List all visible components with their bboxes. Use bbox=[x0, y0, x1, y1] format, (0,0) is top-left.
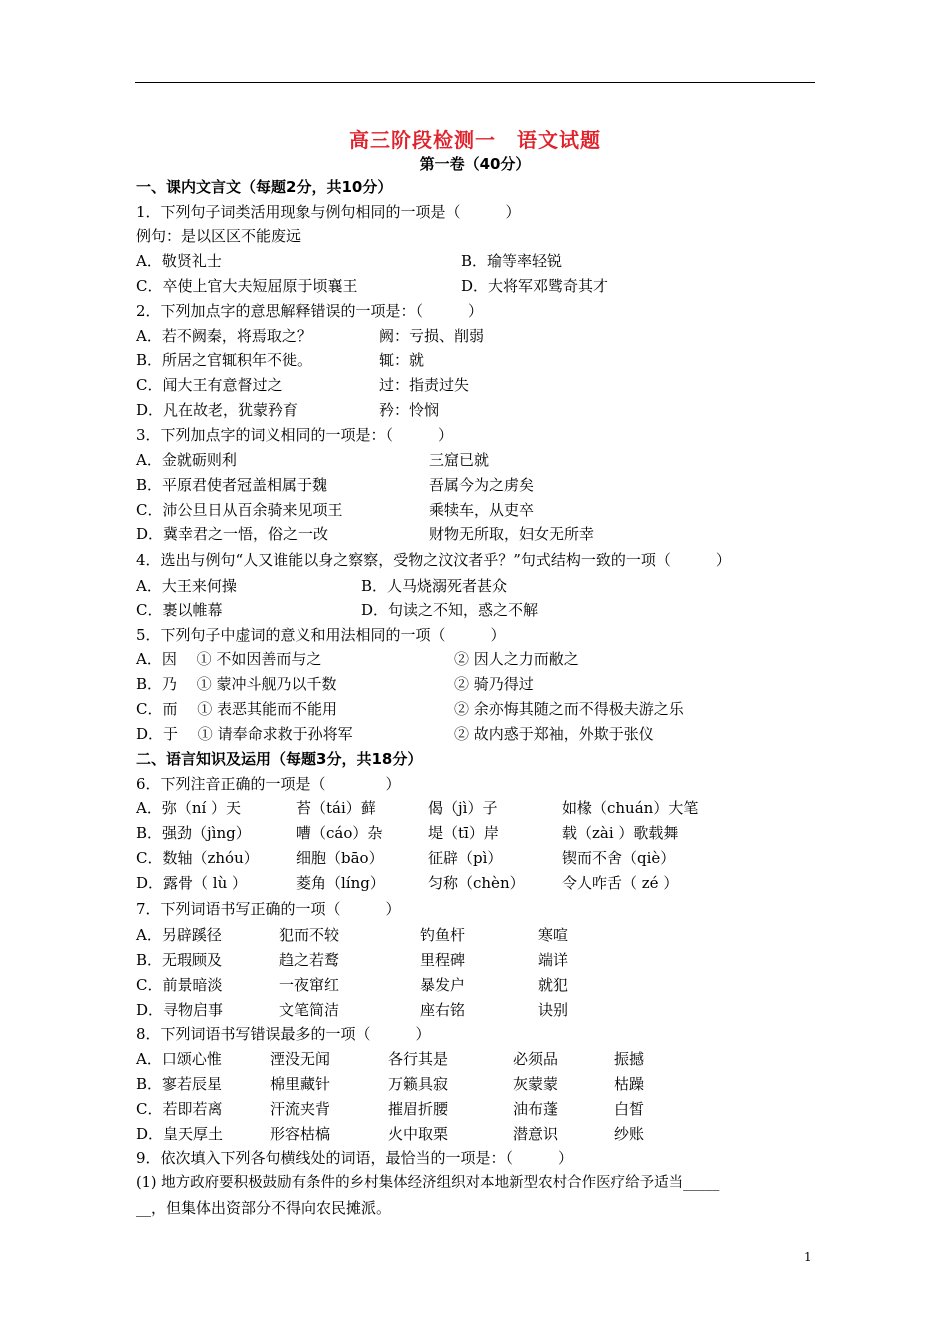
q3-option-d-left: D．冀幸君之一悟，俗之一改 bbox=[136, 525, 329, 543]
q8-cell: 摧眉折腰 bbox=[388, 1100, 449, 1118]
q7-cell: C．前景暗淡 bbox=[136, 976, 223, 994]
q6-cell: 堤（tī）岸 bbox=[428, 824, 499, 842]
q8-cell: C．若即若离 bbox=[136, 1100, 223, 1118]
q6-cell: 载（zài ）歌载舞 bbox=[562, 824, 679, 842]
q7-cell: 就犯 bbox=[538, 976, 569, 994]
q7-cell: 端详 bbox=[538, 951, 569, 969]
q8-cell: 形容枯槁 bbox=[270, 1125, 331, 1143]
page-title: 高三阶段检测一 语文试题 bbox=[349, 128, 601, 152]
q7-cell: D．寻物启事 bbox=[136, 1001, 224, 1019]
q1-option-b: B．瑜等率轻锐 bbox=[461, 252, 563, 270]
q2-option-a-text: A．若不阙秦，将焉取之？ bbox=[136, 327, 312, 345]
q7-cell: 暴发户 bbox=[420, 976, 466, 994]
q8-cell: 湮没无闻 bbox=[270, 1050, 331, 1068]
q5-option-c-right: ② 余亦悔其随之而不得极夫游之乐 bbox=[454, 700, 684, 718]
q8-cell: 灰蒙蒙 bbox=[513, 1075, 559, 1093]
q7-cell: 里程碑 bbox=[420, 951, 466, 969]
page-subtitle: 第一卷（40分） bbox=[419, 155, 531, 173]
page-number: 1 bbox=[804, 1250, 812, 1264]
q8-cell: 必须品 bbox=[513, 1050, 559, 1068]
q2-option-b-text: B．所居之官辄积年不徙。 bbox=[136, 351, 313, 369]
q7-stem: 7．下列词语书写正确的一项（ ） bbox=[136, 900, 401, 918]
q6-cell: D．露骨（ lù ） bbox=[136, 874, 248, 892]
q6-stem: 6．下列注音正确的一项是（ ） bbox=[136, 775, 401, 793]
q8-cell: 振撼 bbox=[614, 1050, 645, 1068]
q6-cell: 锲而不舍（qiè） bbox=[562, 849, 676, 867]
q6-cell: A．弥（ní ）天 bbox=[136, 799, 242, 817]
q6-cell: 如椽（chuán）大笔 bbox=[562, 799, 699, 817]
q7-cell: 一夜窜红 bbox=[279, 976, 340, 994]
q7-cell: 犯而不较 bbox=[279, 926, 340, 944]
q2-option-a-explanation: 阙：亏损、削弱 bbox=[379, 327, 485, 345]
q8-cell: 枯躁 bbox=[614, 1075, 645, 1093]
q1-option-d: D．大将军邓骘奇其才 bbox=[461, 277, 609, 295]
q8-cell: 纱账 bbox=[614, 1125, 645, 1143]
q6-cell: 令人咋舌（ zé ） bbox=[562, 874, 679, 892]
q3-option-c-right: 乘犊车，从吏卒 bbox=[429, 501, 535, 519]
q8-cell: 潜意识 bbox=[513, 1125, 559, 1143]
q9-stem: 9．依次填入下列各句横线处的词语，最恰当的一项是：（ ） bbox=[136, 1149, 574, 1167]
q5-option-b-right: ② 骑乃得过 bbox=[454, 675, 534, 693]
q4-stem: 4．选出与例句“人又谁能以身之察察，受物之汶汶者乎？”句式结构一致的一项（ ） bbox=[136, 551, 731, 569]
q6-cell: 嘈（cáo）杂 bbox=[296, 824, 383, 842]
q4-option-a: A．大王来何操 bbox=[136, 577, 237, 595]
section1-heading: 一、课内文言文（每题2分，共10分） bbox=[136, 178, 393, 196]
q9-sentence-1: (1) 地方政府要积极鼓励有条件的乡村集体经济组织对本地新型农村合作医疗给予适当_____ bbox=[136, 1175, 720, 1191]
section2-heading: 二、语言知识及运用（每题3分，共18分） bbox=[136, 750, 423, 768]
q5-option-d-left: D．于 ① 请奉命求救于孙将军 bbox=[136, 725, 353, 743]
q3-option-c-left: C．沛公旦日从百余骑来见项王 bbox=[136, 501, 343, 519]
q3-stem: 3．下列加点字的词义相同的一项是：（ ） bbox=[136, 426, 454, 444]
q6-cell: B．强劲（jìng） bbox=[136, 824, 251, 842]
q5-option-b-left: B．乃 ① 蒙冲斗舰乃以千数 bbox=[136, 675, 337, 693]
q7-cell: 钓鱼杆 bbox=[420, 926, 466, 944]
q1-example: 例句：是以区区不能废远 bbox=[136, 227, 302, 245]
q6-cell: C．数轴（zhóu） bbox=[136, 849, 259, 867]
q2-option-d-explanation: 矜：怜悯 bbox=[379, 401, 440, 419]
q5-option-a-left: A．因 ① 不如因善而与之 bbox=[136, 650, 322, 668]
q8-cell: A．口颂心惟 bbox=[136, 1050, 222, 1068]
q8-cell: 万籁具寂 bbox=[388, 1075, 449, 1093]
q3-option-b-right: 吾属今为之虏矣 bbox=[429, 476, 535, 494]
q8-cell: 棉里藏针 bbox=[270, 1075, 331, 1093]
q1-option-c: C．卒使上官大夫短屈原于顷襄王 bbox=[136, 277, 358, 295]
q3-option-a-left: A．金就砺则利 bbox=[136, 451, 237, 469]
q5-option-d-right: ② 故内惑于郑袖，外欺于张仪 bbox=[454, 725, 654, 743]
q2-option-c-text: C．闻大王有意督过之 bbox=[136, 376, 283, 394]
q3-option-b-left: B．平原君使者冠盖相属于魏 bbox=[136, 476, 328, 494]
q2-option-c-explanation: 过：指责过失 bbox=[379, 376, 470, 394]
q8-cell: 各行其是 bbox=[388, 1050, 449, 1068]
q2-option-b-explanation: 辄：就 bbox=[379, 351, 425, 369]
q8-cell: B．寥若辰星 bbox=[136, 1075, 223, 1093]
q5-stem: 5．下列句子中虚词的意义和用法相同的一项（ ） bbox=[136, 626, 506, 644]
q8-cell: 白皙 bbox=[614, 1100, 645, 1118]
q4-option-c: C．裹以帷幕 bbox=[136, 601, 223, 619]
q8-cell: 汗流夹背 bbox=[270, 1100, 331, 1118]
q8-stem: 8．下列词语书写错误最多的一项（ ） bbox=[136, 1025, 431, 1043]
q7-cell: 寒喧 bbox=[538, 926, 569, 944]
q6-cell: 菱角（líng） bbox=[296, 874, 385, 892]
q1-option-a: A．敬贤礼士 bbox=[136, 252, 222, 270]
q6-cell: 征辟（pì） bbox=[428, 849, 503, 867]
q7-cell: B．无瑕顾及 bbox=[136, 951, 223, 969]
q6-cell: 苔（tái）藓 bbox=[296, 799, 376, 817]
q2-stem: 2．下列加点字的意思解释错误的一项是：（ ） bbox=[136, 302, 484, 320]
q4-option-b: B．人马烧溺死者甚众 bbox=[361, 577, 508, 595]
q7-cell: 诀别 bbox=[538, 1001, 569, 1019]
q8-cell: D．皇天厚土 bbox=[136, 1125, 224, 1143]
q2-option-d-text: D．凡在故老，犹蒙矜育 bbox=[136, 401, 299, 419]
q7-cell: A．另辟蹊径 bbox=[136, 926, 222, 944]
q1-stem: 1．下列句子词类活用现象与例句相同的一项是（ ） bbox=[136, 203, 521, 221]
q6-cell: 偈（jì）子 bbox=[428, 799, 498, 817]
q6-cell: 细胞（bāo） bbox=[296, 849, 384, 867]
q9-sentence-1-cont: __，但集体出资部分不得向农民摊派。 bbox=[136, 1199, 392, 1217]
q3-option-a-right: 三窟已就 bbox=[429, 451, 490, 469]
q5-option-a-right: ② 因人之力而敝之 bbox=[454, 650, 579, 668]
q8-cell: 火中取栗 bbox=[388, 1125, 449, 1143]
q8-cell: 油布蓬 bbox=[513, 1100, 559, 1118]
q7-cell: 趋之若鹜 bbox=[279, 951, 340, 969]
q4-option-d: D．句读之不知，惑之不解 bbox=[361, 601, 539, 619]
q5-option-c-left: C．而 ① 表恶其能而不能用 bbox=[136, 700, 338, 718]
header-rule bbox=[135, 82, 815, 83]
q3-option-d-right: 财物无所取，妇女无所幸 bbox=[429, 525, 595, 543]
q6-cell: 匀称（chèn） bbox=[428, 874, 525, 892]
q7-cell: 文笔简洁 bbox=[279, 1001, 340, 1019]
q7-cell: 座右铭 bbox=[420, 1001, 466, 1019]
